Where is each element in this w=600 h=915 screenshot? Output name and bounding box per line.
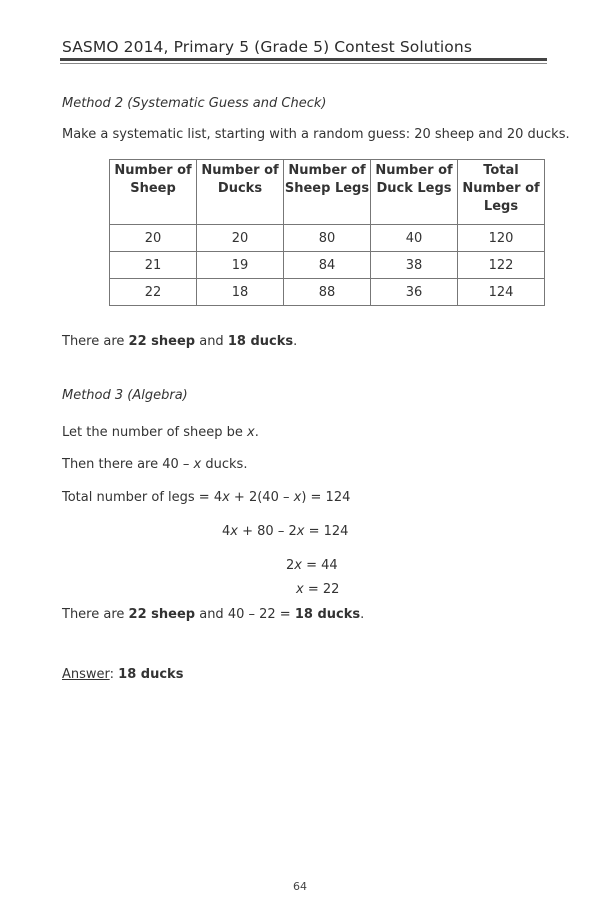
algebra-line-2 (62, 457, 247, 472)
text-fragment: 2 (286, 558, 295, 573)
text-fragment: + 80 – 2 (237, 524, 297, 539)
text-fragment: : (109, 667, 119, 682)
table-cell: 40 (371, 225, 458, 252)
text-fragment: and (195, 334, 228, 349)
method3-conclusion (62, 607, 364, 622)
table-cell: 122 (458, 252, 545, 279)
header-total-legs: Total Number of Legs (458, 160, 545, 225)
answer-line (62, 667, 183, 682)
header-rule-thin (60, 63, 547, 64)
text-fragment: Total number of legs = 4 (62, 490, 223, 505)
table-row (110, 279, 545, 306)
table-header-row (110, 160, 545, 225)
guess-check-table (109, 159, 545, 306)
sheep-count-bold: 22 sheep (128, 334, 196, 349)
table-cell: 21 (110, 252, 197, 279)
table-cell: 88 (284, 279, 371, 306)
table-cell: 18 (197, 279, 284, 306)
header-rule-thick (60, 58, 547, 61)
table-cell: 80 (284, 225, 371, 252)
ducks-count-bold: 18 ducks (294, 607, 361, 622)
answer-label: Answer (62, 667, 110, 682)
table-cell: 20 (197, 225, 284, 252)
text-fragment: . (360, 607, 365, 622)
table-cell: 84 (284, 252, 371, 279)
text-fragment: = 22 (303, 582, 340, 597)
page-number: 64 (293, 880, 307, 893)
page-header-title: SASMO 2014, Primary 5 (Grade 5) Contest Solutions (62, 38, 472, 56)
text-fragment: There are (62, 334, 129, 349)
algebra-line-6 (296, 582, 339, 597)
text-fragment: Then there are 40 – (62, 457, 194, 472)
answer-value: 18 ducks (118, 667, 184, 682)
table-cell: 36 (371, 279, 458, 306)
sheep-count-bold: 22 sheep (128, 607, 196, 622)
text-fragment: 4 (222, 524, 231, 539)
text-fragment: ducks. (201, 457, 248, 472)
text-fragment: . (293, 334, 298, 349)
table-cell: 19 (197, 252, 284, 279)
variable: x (222, 490, 230, 505)
table-cell: 38 (371, 252, 458, 279)
method3-heading: Method 3 (Algebra) (62, 388, 188, 403)
variable: x (193, 457, 202, 472)
ducks-count-bold: 18 ducks (227, 334, 294, 349)
variable: x (296, 524, 305, 539)
text-fragment: = 44 (301, 558, 338, 573)
variable: x (296, 582, 304, 597)
header-duck-legs: Number of Duck Legs (371, 160, 458, 225)
method2-intro: Make a systematic list, starting with a random guess: 20 sheep and 20 ducks. (62, 127, 570, 142)
method2-conclusion (62, 334, 297, 349)
header-sheep-legs: Number of Sheep Legs (284, 160, 371, 225)
variable: x (230, 524, 238, 539)
text-fragment: ) = 124 (301, 490, 351, 505)
header-number-of-sheep: Number of Sheep (110, 160, 197, 225)
text-fragment: . (254, 425, 259, 440)
header-number-of-ducks: Number of Ducks (197, 160, 284, 225)
method2-heading: Method 2 (Systematic Guess and Check) (62, 96, 327, 111)
text-fragment: = 124 (304, 524, 349, 539)
table-cell: 120 (458, 225, 545, 252)
variable: x (247, 425, 255, 440)
text-fragment: Let the number of sheep be (62, 425, 248, 440)
text-fragment: + 2(40 – (229, 490, 294, 505)
table-cell: 124 (458, 279, 545, 306)
algebra-line-3 (62, 490, 350, 505)
algebra-line-4 (222, 524, 348, 539)
table-row (110, 225, 545, 252)
variable: x (294, 558, 302, 573)
algebra-line-5 (286, 558, 338, 573)
text-fragment: and 40 – 22 = (195, 607, 295, 622)
algebra-line-1 (62, 425, 259, 440)
variable: x (293, 490, 302, 505)
table-cell: 20 (110, 225, 197, 252)
table-cell: 22 (110, 279, 197, 306)
text-fragment: There are (62, 607, 129, 622)
table-row (110, 252, 545, 279)
